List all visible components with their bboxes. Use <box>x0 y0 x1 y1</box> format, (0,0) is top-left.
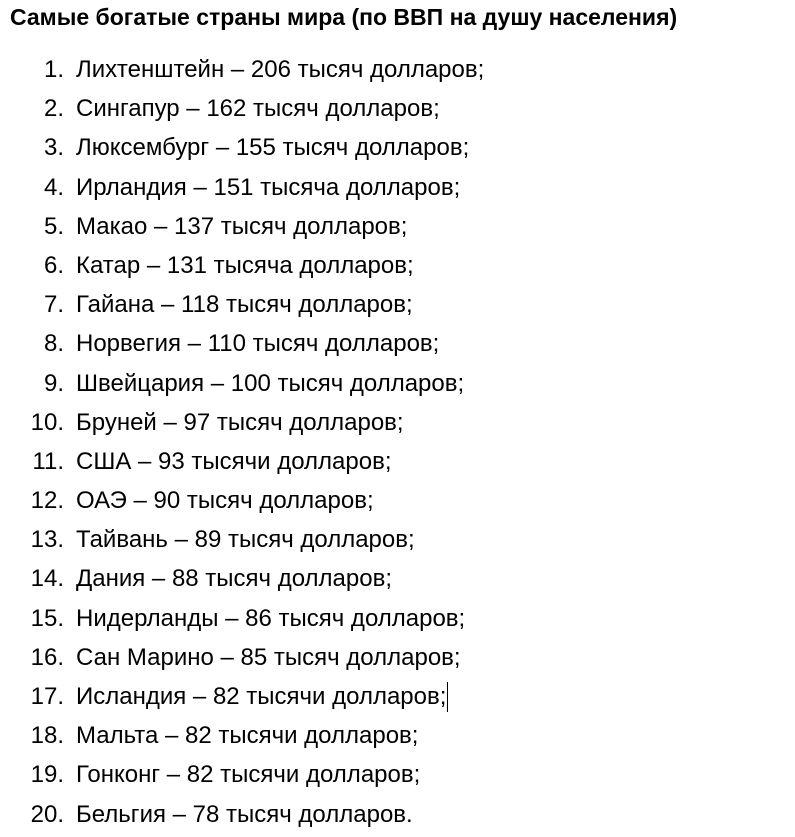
list-item-number: 6. <box>43 251 64 279</box>
list-item-number: 8. <box>43 330 64 358</box>
list-item-text: Лихтенштейн – 206 тысяч долларов; <box>76 56 485 83</box>
list-item-number: 14. <box>30 565 64 593</box>
list-item-text: Макао – 137 тысяч долларов; <box>76 212 408 240</box>
list-item-text: Мальта – 82 тысячи долларов; <box>76 722 419 750</box>
list-item-text: Сингапур – 162 тысяч долларов; <box>76 95 440 123</box>
list-item-text-with-caret[interactable] <box>76 680 448 714</box>
list-item-number: 3. <box>43 134 64 162</box>
list-item-number: 12. <box>30 487 64 515</box>
list-item-text: Нидерланды – 86 тысяч долларов; <box>76 604 466 632</box>
list-item-number: 20. <box>30 800 64 828</box>
text-cursor <box>447 682 448 712</box>
list-item-number: 19. <box>30 761 64 789</box>
list-item-number: 1. <box>43 56 64 83</box>
list-item-text: ОАЭ – 90 тысяч долларов; <box>76 487 374 515</box>
list-item-number: 17. <box>30 683 64 710</box>
list-item-number: 13. <box>30 526 64 554</box>
list-item-number: 15. <box>30 604 64 632</box>
list-item-number: 4. <box>43 173 64 201</box>
list-item-text: Норвегия – 110 тысяч долларов; <box>76 330 440 358</box>
list-item-number: 7. <box>43 291 64 319</box>
list-item-text: Бельгия – 78 тысяч долларов. <box>76 800 413 828</box>
list-item-number: 9. <box>43 369 64 397</box>
list-item-text: Исландия – 82 тысячи долларов; <box>76 683 447 710</box>
document-title: Самые богатые страны мира (по ВВП на душу населения) <box>10 4 678 30</box>
list-item-text: Гайана – 118 тысяч долларов; <box>76 291 413 319</box>
list-item-text: Гонконг – 82 тысячи долларов; <box>76 761 421 789</box>
list-item-text: Ирландия – 151 тысяча долларов; <box>76 173 461 201</box>
list-item-text: Швейцария – 100 тысяч долларов; <box>76 369 465 397</box>
list-item-text: Дания – 88 тысяч долларов; <box>76 565 393 593</box>
list-item-text: Тайвань – 89 тысяч долларов; <box>76 526 415 554</box>
list-item-number: 5. <box>43 212 64 240</box>
list-item-number: 16. <box>30 643 64 671</box>
list-item-text: Бруней – 97 тысяч долларов; <box>76 408 404 436</box>
list-item-number: 10. <box>30 408 64 436</box>
list-item-text: Сан Марино – 85 тысяч долларов; <box>76 643 461 671</box>
list-item-number: 18. <box>30 722 64 750</box>
list-item-number: 11. <box>32 447 64 475</box>
list-item-text: Люксембург – 155 тысяч долларов; <box>76 134 470 162</box>
list-item-text: Катар – 131 тысяча долларов; <box>76 251 414 279</box>
list-item-text: США – 93 тысячи долларов; <box>76 447 392 475</box>
list-item-number: 2. <box>43 95 64 123</box>
